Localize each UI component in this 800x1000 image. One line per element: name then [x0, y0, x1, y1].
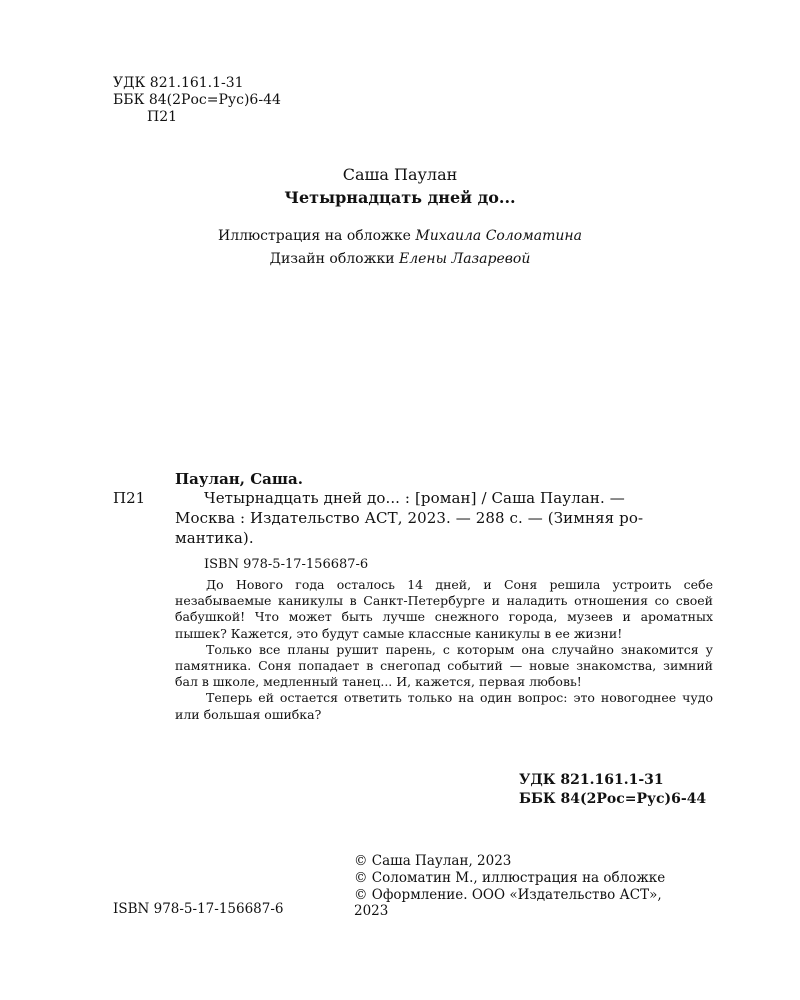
card-description-line: Москва : Издательство АСТ, 2023. — 288 с. — (Зимняя ро-	[175, 509, 644, 527]
book-title: Четырнадцать дней до...	[284, 188, 516, 207]
card-bbk: ББК 84(2Рос=Рус)6-44	[519, 791, 707, 807]
design-credit	[0, 251, 800, 267]
card-author-heading: Паулан, Саша.	[175, 470, 303, 488]
card-udk: УДК 821.161.1-31	[519, 772, 664, 788]
card-isbn: ISBN 978-5-17-156687-6	[204, 557, 369, 572]
top-bbk: ББК 84(2Рос=Рус)6-44	[113, 92, 281, 108]
illustration-label: Иллюстрация на обложке	[218, 228, 411, 244]
design-label: Дизайн обложки	[269, 251, 395, 267]
card-description	[175, 489, 715, 547]
annotation-paragraph: Теперь ей остается ответить только на один вопрос: это новогоднее чудо или большая ошибка?	[175, 690, 713, 722]
annotation	[175, 577, 713, 723]
card-code: П21	[113, 489, 146, 507]
bottom-isbn: ISBN 978-5-17-156687-6	[113, 901, 284, 917]
copyright-line: © Саша Паулан, 2023	[354, 853, 512, 869]
copyright-line: 2023	[354, 903, 389, 920]
copyright-block	[354, 853, 665, 920]
copyright-line: © Оформление. ООО «Издательство АСТ»,	[354, 886, 662, 903]
annotation-paragraph: Только все планы рушит парень, с которым она случайно знакомится у памятника. Соня попадает в снегопад событий — новые знакомства, зимний бал в школе, медленный танец... И, кажется, первая любовь!	[175, 641, 713, 690]
copyright-line: © Соломатин М., иллюстрация на обложке	[354, 869, 666, 886]
annotation-paragraph: До Нового года осталось 14 дней, и Соня решила устроить себе незабываемые каникулы в Санкт-Петербурге и наладить отношения со своей бабушкой! Что может быть лучше снежного города, музеев и ароматных пышек? Кажется, это будут самые классные каникулы в ее жизни!	[175, 577, 713, 641]
top-classification	[113, 75, 281, 126]
card-classification	[519, 771, 706, 809]
top-udk: УДК 821.161.1-31	[113, 75, 244, 91]
designer-name: Елены Лазаревой	[399, 251, 531, 267]
book-author: Саша Паулан	[342, 165, 458, 184]
illustration-credit	[0, 228, 800, 244]
card-description-line: мантика).	[175, 529, 254, 547]
card-description-line: Четырнадцать дней до... : [роман] / Саша Паулан. —	[204, 489, 625, 507]
illustrator-name: Михаила Соломатина	[415, 228, 582, 244]
top-author-sign: П21	[147, 109, 178, 125]
